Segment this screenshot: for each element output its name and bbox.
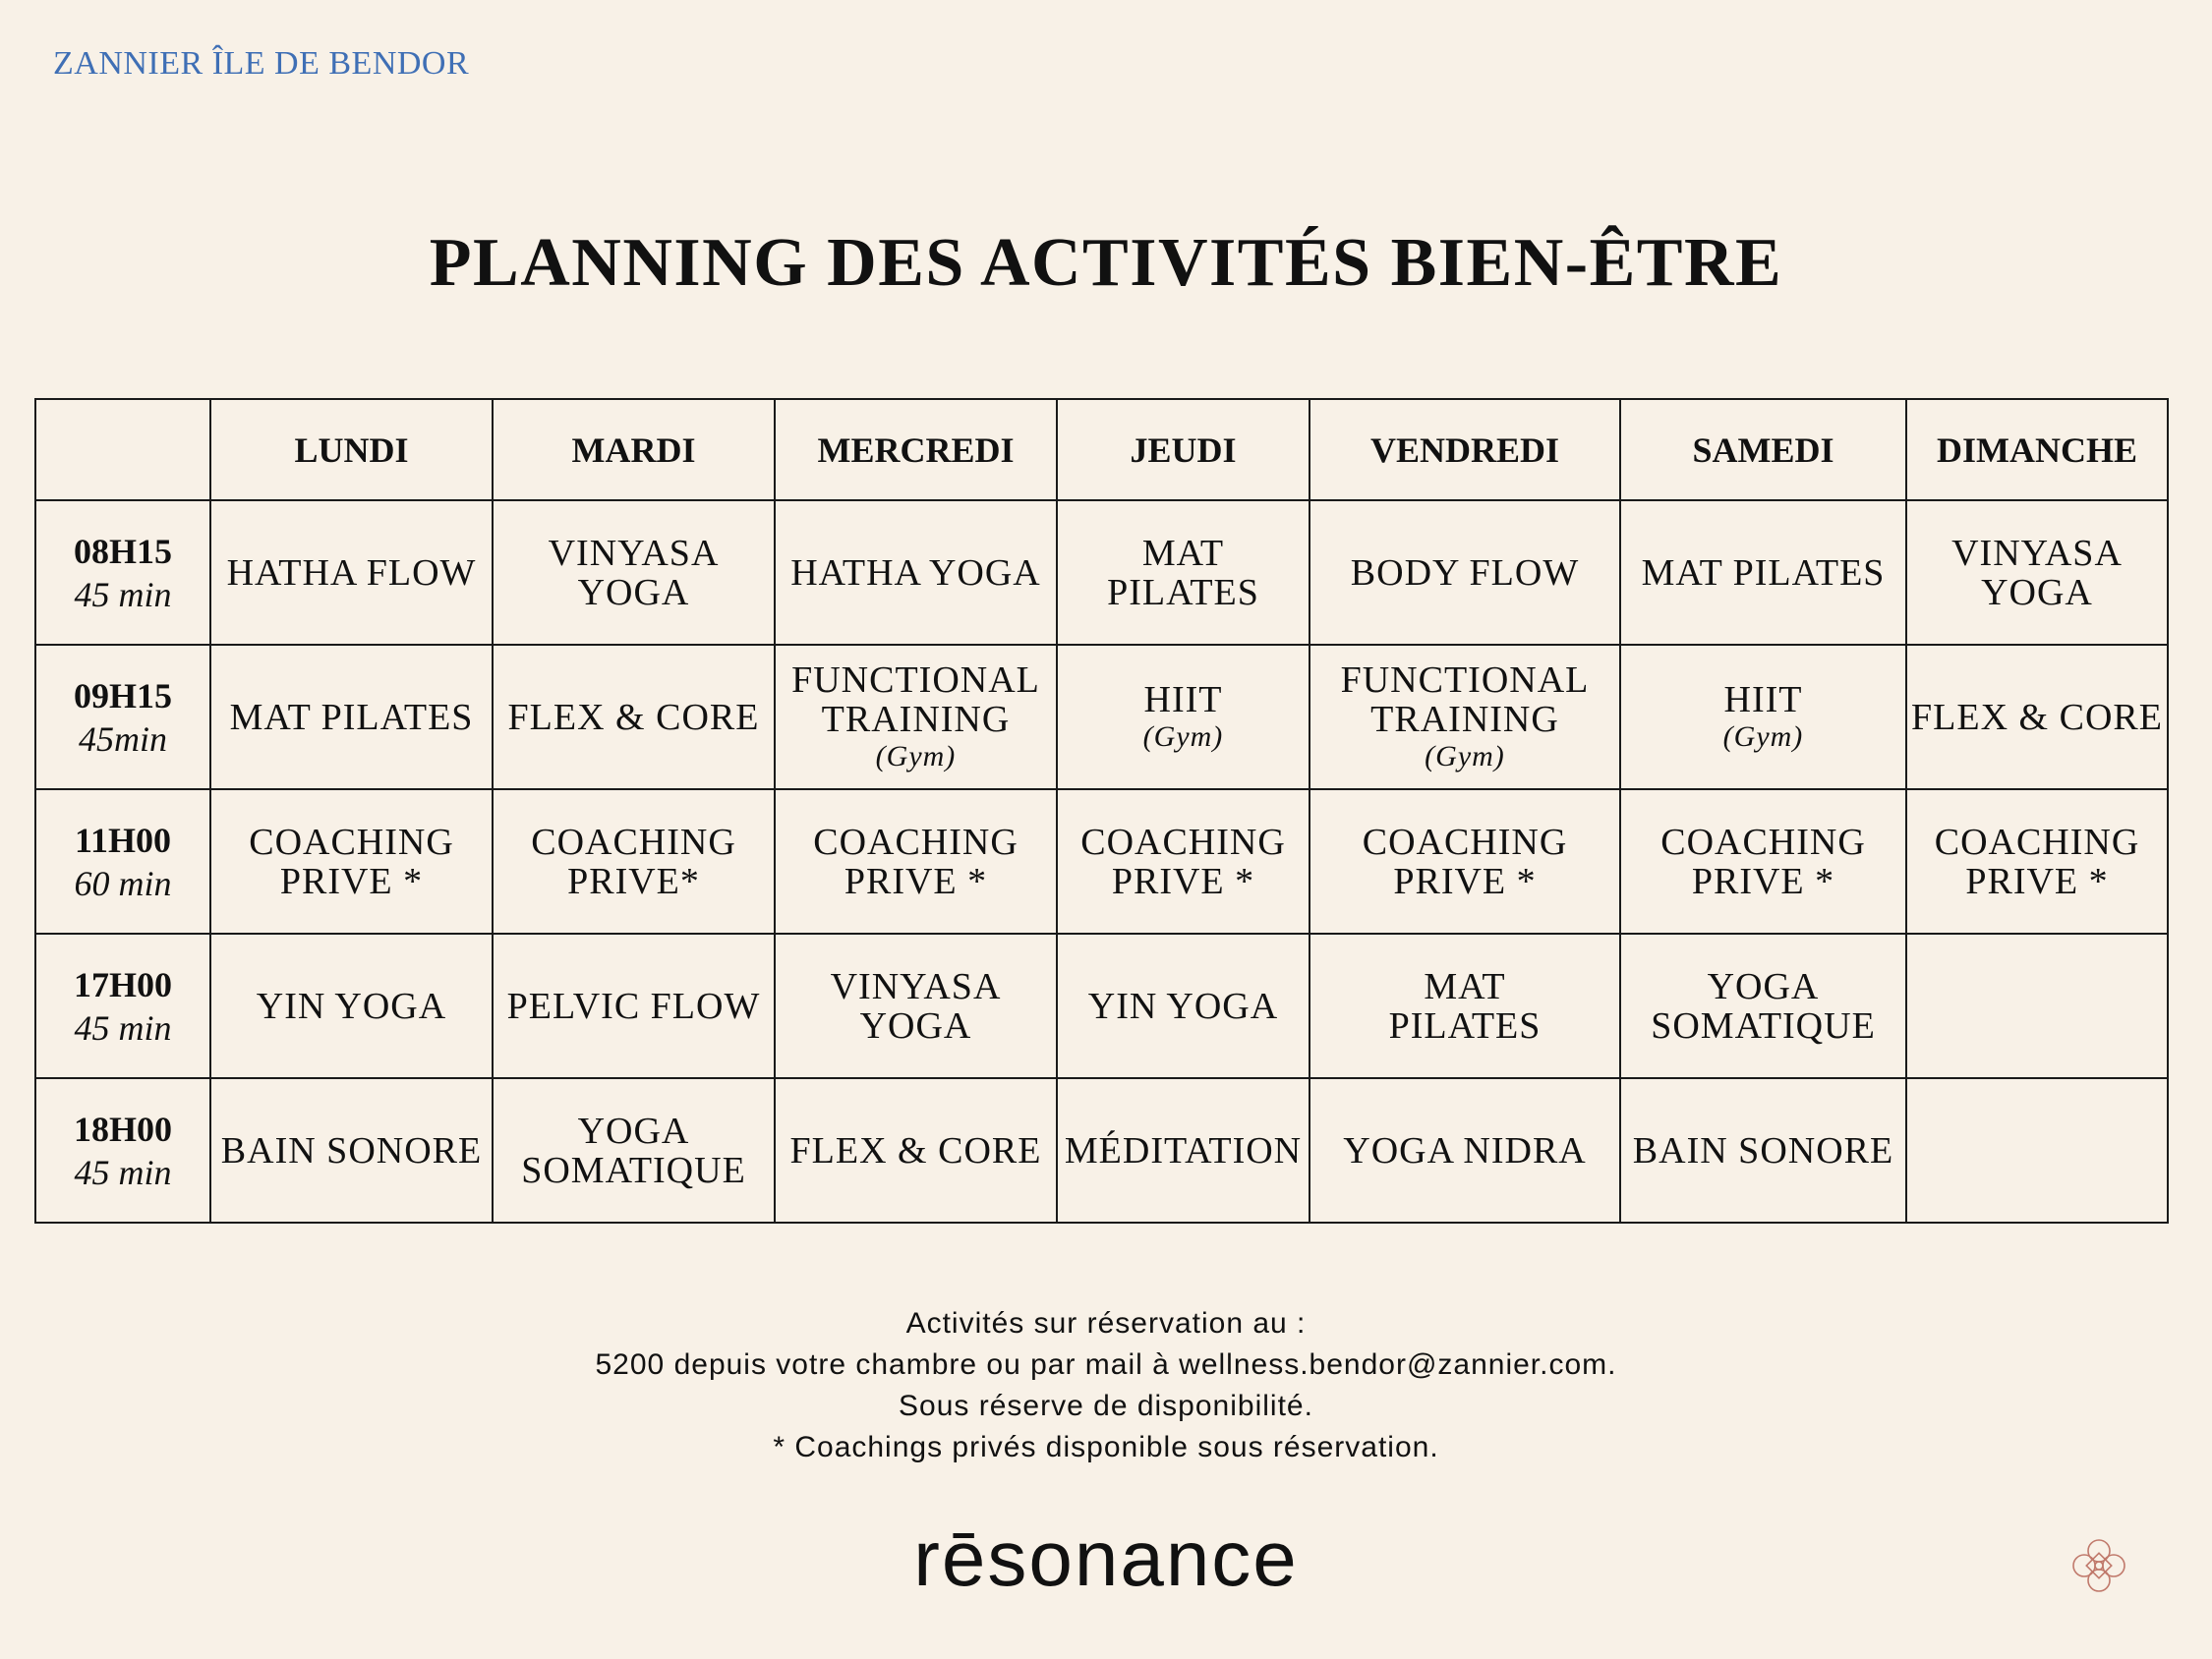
header-row bbox=[35, 399, 2168, 500]
activity-cell bbox=[1310, 500, 1620, 645]
time-slot: 08H15 bbox=[73, 531, 172, 571]
activity-name: COACHING PRIVE * bbox=[813, 821, 1019, 902]
activity-name: FLEX & CORE bbox=[507, 696, 760, 738]
time-slot-cell bbox=[35, 645, 210, 789]
activity-name: YOGA SOMATIQUE bbox=[521, 1110, 746, 1191]
activity-cell bbox=[1310, 645, 1620, 789]
time-slot: 18H00 bbox=[73, 1109, 172, 1149]
activity-name: COACHING PRIVE * bbox=[1934, 821, 2140, 902]
activity-name: FLEX & CORE bbox=[1911, 696, 2163, 738]
corner-cell bbox=[35, 399, 210, 500]
activity-location: (Gym) bbox=[1142, 719, 1224, 753]
activity-location: (Gym) bbox=[1722, 719, 1804, 753]
activity-cell bbox=[775, 789, 1057, 934]
activity-cell bbox=[493, 789, 775, 934]
availability-note: Sous réserve de disponibilité. bbox=[899, 1390, 1313, 1422]
schedule-row bbox=[35, 934, 2168, 1078]
day-header: MARDI bbox=[493, 399, 775, 500]
activity-cell bbox=[1906, 645, 2168, 789]
time-slot-cell bbox=[35, 500, 210, 645]
activity-name: YOGA NIDRA bbox=[1343, 1129, 1587, 1172]
booking-info bbox=[0, 1303, 2212, 1468]
page-title: PLANNING DES ACTIVITÉS BIEN-ÊTRE bbox=[429, 225, 1783, 301]
activity-name: MAT PILATES bbox=[1641, 551, 1886, 594]
activity-cell bbox=[493, 500, 775, 645]
activity-cell bbox=[1906, 1078, 2168, 1223]
day-header: SAMEDI bbox=[1620, 399, 1906, 500]
activity-cell bbox=[1057, 500, 1310, 645]
activity-name: PELVIC FLOW bbox=[506, 985, 761, 1027]
activity-name: VINYASA YOGA bbox=[1951, 532, 2123, 613]
activity-cell bbox=[1906, 789, 2168, 934]
time-slot-cell bbox=[35, 1078, 210, 1223]
activity-name: BAIN SONORE bbox=[1632, 1129, 1894, 1172]
activity-cell bbox=[1620, 789, 1906, 934]
activity-cell bbox=[775, 1078, 1057, 1223]
resonance-logo: rēsonance bbox=[913, 1515, 1299, 1602]
activity-name: COACHING PRIVE * bbox=[249, 821, 454, 902]
activity-cell bbox=[1620, 1078, 1906, 1223]
activity-name: HATHA FLOW bbox=[226, 551, 477, 594]
schedule-row bbox=[35, 500, 2168, 645]
activity-name: COACHING PRIVE* bbox=[531, 821, 736, 902]
activity-cell bbox=[775, 645, 1057, 789]
coaching-note: * Coachings privés disponible sous réservation. bbox=[773, 1431, 1439, 1463]
slot-duration: 45 min bbox=[74, 1152, 172, 1192]
activity-name: FLEX & CORE bbox=[789, 1129, 1042, 1172]
activity-cell bbox=[210, 1078, 493, 1223]
time-slot-cell bbox=[35, 934, 210, 1078]
activity-name: YOGA SOMATIQUE bbox=[1651, 965, 1876, 1047]
day-header: VENDREDI bbox=[1310, 399, 1620, 500]
brand-name: ZANNIER ÎLE DE BENDOR bbox=[53, 45, 470, 82]
time-slot: 09H15 bbox=[73, 675, 172, 715]
activity-name: MAT PILATES bbox=[229, 696, 474, 738]
activity-cell bbox=[1310, 934, 1620, 1078]
activity-name: COACHING PRIVE * bbox=[1362, 821, 1568, 902]
schedule-table bbox=[34, 398, 2169, 1224]
schedule-row bbox=[35, 1078, 2168, 1223]
activity-cell bbox=[1057, 645, 1310, 789]
activity-cell bbox=[1620, 500, 1906, 645]
slot-duration: 45 min bbox=[74, 1007, 172, 1048]
activity-cell bbox=[1057, 1078, 1310, 1223]
activity-name: VINYASA YOGA bbox=[830, 965, 1002, 1047]
activity-cell bbox=[1620, 934, 1906, 1078]
activity-cell bbox=[493, 1078, 775, 1223]
activity-location: (Gym) bbox=[875, 739, 957, 772]
activity-name: VINYASA YOGA bbox=[548, 532, 720, 613]
activity-cell bbox=[1310, 789, 1620, 934]
time-slot: 17H00 bbox=[73, 964, 172, 1004]
booking-contact: 5200 depuis votre chambre ou par mail à wellness.bendor@zannier.com. bbox=[595, 1348, 1617, 1381]
slot-duration: 60 min bbox=[74, 863, 172, 903]
floral-ornament-icon bbox=[2065, 1531, 2133, 1600]
slot-duration: 45 min bbox=[74, 574, 172, 614]
activity-cell bbox=[1620, 645, 1906, 789]
activity-cell bbox=[1057, 789, 1310, 934]
activity-name: FUNCTIONAL TRAINING bbox=[1340, 658, 1590, 740]
activity-name: FUNCTIONAL TRAINING bbox=[791, 658, 1040, 740]
activity-cell bbox=[210, 645, 493, 789]
time-slot: 11H00 bbox=[74, 820, 171, 860]
activity-cell bbox=[1906, 500, 2168, 645]
slot-duration: 45min bbox=[79, 718, 167, 759]
activity-name: BAIN SONORE bbox=[220, 1129, 483, 1172]
time-slot-cell bbox=[35, 789, 210, 934]
activity-cell bbox=[210, 500, 493, 645]
activity-name: COACHING PRIVE * bbox=[1660, 821, 1866, 902]
schedule-row bbox=[35, 789, 2168, 934]
activity-cell bbox=[1310, 1078, 1620, 1223]
day-header: DIMANCHE bbox=[1906, 399, 2168, 500]
activity-name: HATHA YOGA bbox=[790, 551, 1041, 594]
activity-cell bbox=[1906, 934, 2168, 1078]
activity-name: MAT PILATES bbox=[1107, 532, 1259, 613]
activity-name: YIN YOGA bbox=[1087, 985, 1279, 1027]
activity-cell bbox=[775, 500, 1057, 645]
activity-name: YIN YOGA bbox=[256, 985, 447, 1027]
activity-name: MAT PILATES bbox=[1388, 965, 1542, 1047]
activity-cell bbox=[493, 645, 775, 789]
activity-name: COACHING PRIVE * bbox=[1080, 821, 1286, 902]
activity-cell bbox=[210, 934, 493, 1078]
booking-line: Activités sur réservation au : bbox=[905, 1307, 1307, 1340]
activity-cell bbox=[775, 934, 1057, 1078]
activity-cell bbox=[493, 934, 775, 1078]
activity-cell bbox=[1057, 934, 1310, 1078]
activity-name: HIIT bbox=[1143, 678, 1223, 720]
schedule-row bbox=[35, 645, 2168, 789]
activity-name: BODY FLOW bbox=[1350, 551, 1580, 594]
day-header: MERCREDI bbox=[775, 399, 1057, 500]
activity-location: (Gym) bbox=[1425, 739, 1505, 772]
activity-name: HIIT bbox=[1723, 678, 1803, 720]
activity-name: MÉDITATION bbox=[1064, 1129, 1303, 1172]
day-header: JEUDI bbox=[1057, 399, 1310, 500]
activity-cell bbox=[210, 789, 493, 934]
day-header: LUNDI bbox=[210, 399, 493, 500]
